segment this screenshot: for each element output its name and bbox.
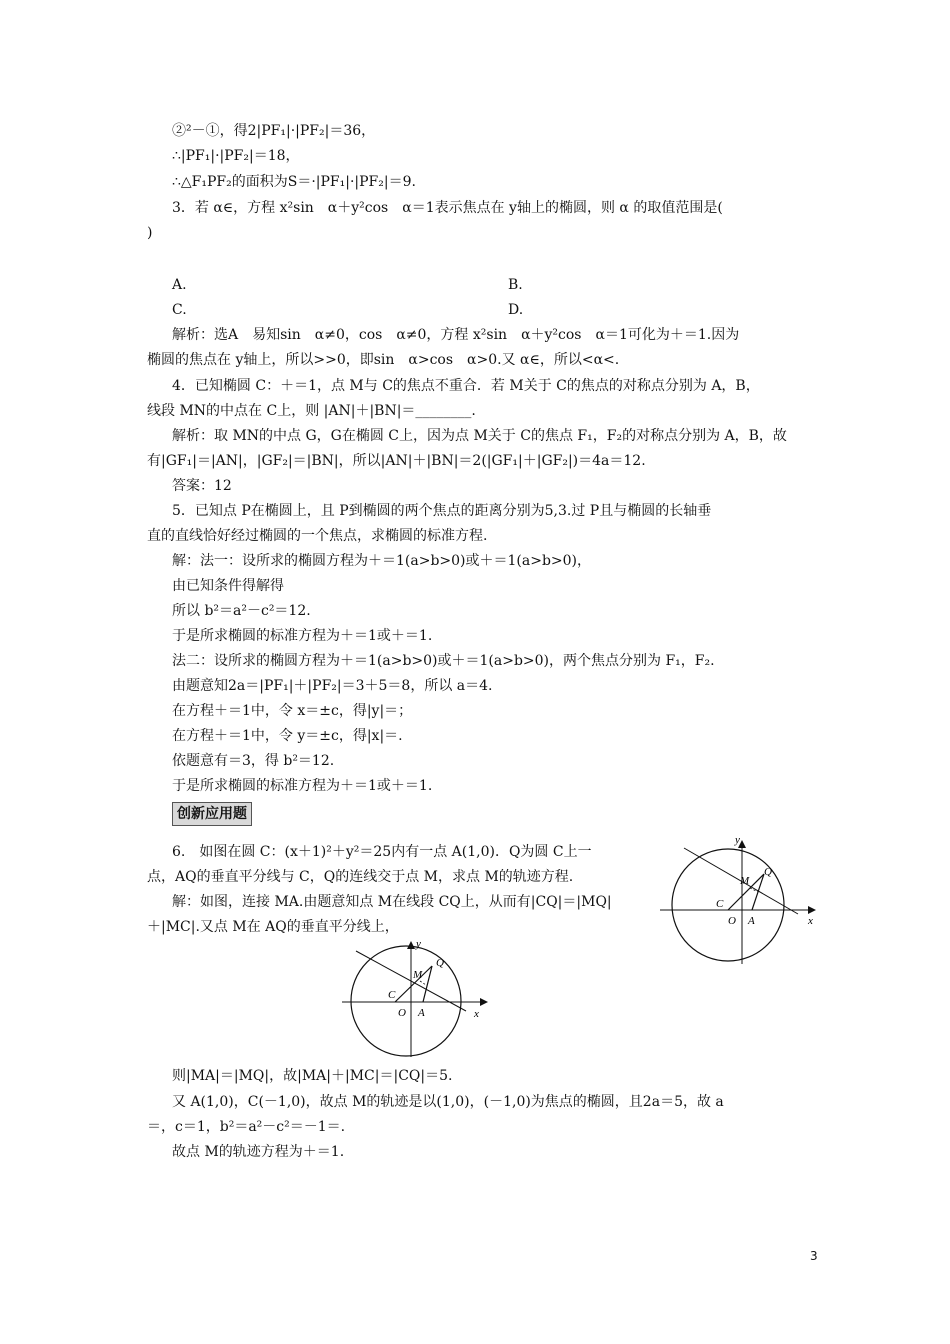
text-line: ∴|PF₁|·|PF₂|＝18， xyxy=(172,148,300,164)
text-line: 于是所求椭圆的标准方程为＋＝1或＋＝1. xyxy=(172,628,433,644)
text-line: 椭圆的焦点在 y轴上，所以>>0，即sin α>cos α>0.又 α∈，所以<α<. xyxy=(147,352,620,368)
text-line: 在方程＋＝1中，令 x＝±c，得|y|＝； xyxy=(172,703,413,719)
point-label: Q xyxy=(436,957,444,969)
point-label: O xyxy=(398,1007,406,1019)
option-d: D. xyxy=(508,302,524,318)
text-line: ＋|MC|.又点 M在 AQ的垂直平分线上， xyxy=(147,919,399,935)
text-line: 解：法一：设所求的椭圆方程为＋＝1(a>b>0)或＋＝1(a>b>0)， xyxy=(172,553,592,569)
text-line: 法二：设所求的椭圆方程为＋＝1(a>b>0)或＋＝1(a>b>0)，两个焦点分别为 F₁，F₂. xyxy=(172,653,715,669)
point-label: O xyxy=(728,915,736,927)
question-5: 5．已知点 P在椭圆上，且 P到椭圆的两个焦点的距离分别为5,3.过 P且与椭圆的长轴垂 xyxy=(172,503,712,519)
text-line: 直的直线恰好经过椭圆的一个焦点，求椭圆的标准方程. xyxy=(147,528,488,544)
point-label: M xyxy=(740,875,750,887)
text-line: 解析：选A 易知sin α≠0，cos α≠0，方程 x²sin α＋y²cos α＝1可化为＋＝1.因为 xyxy=(172,327,740,343)
axis-label: y xyxy=(416,938,421,950)
text-line: 有|GF₁|＝|AN|，|GF₂|＝|BN|，所以|AN|＋|BN|＝2(|GF₁|＋|GF₂|)＝4a＝12. xyxy=(147,453,646,469)
page-number: 3 xyxy=(810,1249,818,1263)
point-label: C xyxy=(716,898,724,910)
axis-label: y xyxy=(735,838,740,846)
text-line: 则|MA|＝|MQ|，故|MA|＋|MC|＝|CQ|＝5. xyxy=(172,1068,453,1084)
text-line: 由题意知2a＝|PF₁|＋|PF₂|＝3＋5＝8，所以 a＝4. xyxy=(172,678,493,694)
text-line: 解析：取 MN的中点 G，G在椭圆 C上，因为点 M关于 C的焦点 F₁，F₂的对称点分别为 A，B，故 xyxy=(172,428,787,444)
point-label: M xyxy=(413,969,423,981)
option-a: A. xyxy=(172,277,187,293)
text-line: ②²－①，得2|PF₁|·|PF₂|＝36， xyxy=(172,123,376,139)
text-line: 所以 b²＝a²－c²＝12. xyxy=(172,603,311,619)
option-c: C. xyxy=(172,302,187,318)
text-line: 又 A(1,0)，C(－1,0)，故点 M的轨迹是以(1,0)，(－1,0)为焦点的椭圆，且2a＝5，故 a xyxy=(172,1094,724,1110)
circle-diagram-large xyxy=(336,937,494,1057)
answer: 答案：12 xyxy=(172,478,232,494)
text-line: 由已知条件得解得 xyxy=(172,578,284,594)
text-line: 在方程＋＝1中，令 y＝±c，得|x|＝. xyxy=(172,728,403,744)
text-line: 故点 M的轨迹方程为＋＝1. xyxy=(172,1144,345,1160)
circle-diagram-small xyxy=(658,838,818,966)
point-label: C xyxy=(388,989,396,1001)
text-line: ) xyxy=(147,225,153,241)
axis-label: x xyxy=(474,1008,479,1020)
option-b: B. xyxy=(508,277,523,293)
section-badge: 创新应用题 xyxy=(172,802,252,826)
question-4: 4．已知椭圆 C：＋＝1，点 M与 C的焦点不重合．若 M关于 C的焦点的对称点分别为 A，B， xyxy=(172,378,760,394)
text-line: 依题意有＝3，得 b²＝12. xyxy=(172,753,335,769)
text-line: 线段 MN的中点在 C上，则 |AN|＋|BN|＝________. xyxy=(147,403,476,419)
point-label: Q xyxy=(764,866,772,878)
point-label: A xyxy=(418,1007,425,1019)
text-line: ∴△F₁PF₂的面积为S＝·|PF₁|·|PF₂|＝9. xyxy=(172,174,416,190)
question-3: 3．若 α∈，方程 x²sin α＋y²cos α＝1表示焦点在 y轴上的椭圆，则 α 的取值范围是( xyxy=(172,200,723,216)
point-label: A xyxy=(748,915,755,927)
axis-label: x xyxy=(808,915,813,927)
question-6: 6. 如图在圆 C：(x＋1)²＋y²＝25内有一点 A(1,0)．Q为圆 C上一 xyxy=(172,844,592,860)
text-line: ＝，c＝1，b²＝a²－c²＝－1＝. xyxy=(147,1119,346,1135)
text-line: 于是所求椭圆的标准方程为＋＝1或＋＝1. xyxy=(172,778,433,794)
text-line: 点，AQ的垂直平分线与 C，Q的连线交于点 M，求点 M的轨迹方程. xyxy=(147,869,574,885)
text-line: 解：如图，连接 MA.由题意知点 M在线段 CQ上，从而有|CQ|＝|MQ| xyxy=(172,894,612,910)
